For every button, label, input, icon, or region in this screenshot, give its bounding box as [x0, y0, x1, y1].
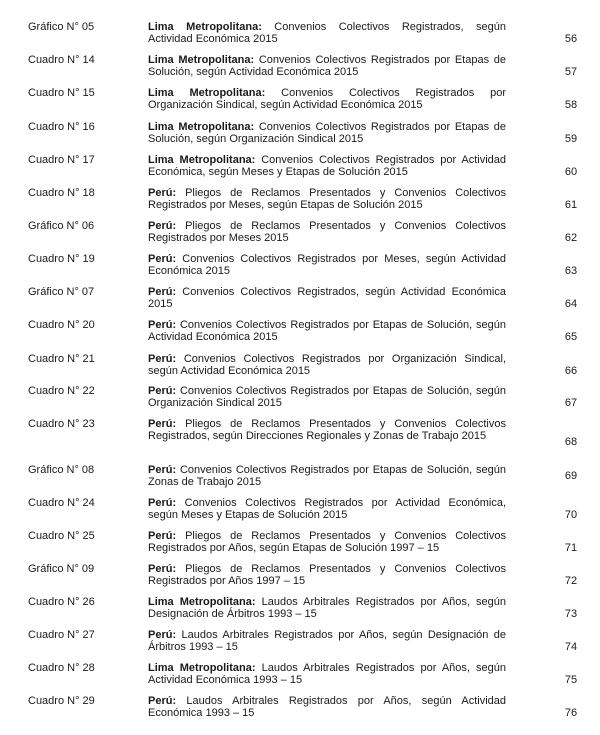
toc-entry-region: Lima Metropolitana:	[148, 154, 256, 166]
toc-entry-region: Perú:	[148, 629, 177, 641]
toc-entry-id: Cuadro N° 22	[28, 385, 95, 397]
toc-entry-description	[148, 385, 506, 409]
toc-entry	[0, 530, 600, 564]
toc-entry-description	[148, 464, 506, 488]
toc-entry-title: Convenios Colectivos Registrados por Organización Sindical, según Actividad Económica 2015	[148, 87, 506, 111]
toc-entry	[0, 497, 600, 531]
toc-entry-description	[148, 253, 506, 277]
toc-entry-title: Convenios Colectivos Registrados por Etapas de Solución, según Organización Sindical 2015	[148, 121, 507, 145]
toc-entry-title: Pliegos de Reclamos Presentados y Convenios Colectivos Registrados por Años, según Etapas de Solución 1997 – 15	[148, 530, 506, 554]
toc-entry-page-number: 71	[564, 542, 578, 554]
toc-entry-region: Lima Metropolitana:	[148, 121, 255, 133]
toc-entry-description	[148, 629, 506, 653]
toc-entry-title: Laudos Arbitrales Registrados por Años, según Actividad Económica 1993 – 15	[148, 662, 506, 686]
toc-entry-title: Convenios Colectivos Registrados por Etapas de Solución, según Organización Sindical 2015	[148, 385, 506, 409]
toc-entry-description	[148, 87, 506, 111]
toc-entry-region: Perú:	[148, 530, 177, 542]
toc-entry-region: Perú:	[148, 319, 177, 331]
toc-entry-page-number: 65	[564, 331, 578, 343]
toc-entry-title: Convenios Colectivos Registrados por Organización Sindical, según Actividad Económica 2015	[148, 353, 507, 377]
toc-entry-page-number: 73	[564, 608, 578, 620]
toc-entry	[0, 253, 600, 287]
toc-entry-region: Perú:	[148, 187, 177, 199]
toc-entry-title: Laudos Arbitrales Registrados por Años, según Designación de Árbitros 1993 – 15	[148, 596, 506, 620]
toc-entry-description	[148, 662, 506, 686]
toc-entry	[0, 54, 600, 88]
toc-entry	[0, 629, 600, 663]
toc-entry-page-number: 64	[564, 298, 578, 310]
toc-entry-title: Pliegos de Reclamos Presentados y Convenios Colectivos Registrados por Meses 2015	[148, 220, 506, 244]
toc-entry-id: Cuadro N° 18	[28, 187, 95, 199]
toc-entry-page-number: 63	[564, 265, 578, 277]
toc-entry-title: Convenios Colectivos Registrados por Etapas de Solución, según Actividad Económica 2015	[148, 54, 507, 78]
toc-entry-description	[148, 530, 506, 554]
toc-entry-id: Cuadro N° 19	[28, 253, 95, 265]
toc-entry-description	[148, 418, 506, 442]
toc-entry-id: Gráfico N° 07	[28, 286, 95, 298]
toc-entry	[0, 187, 600, 221]
toc-entry-page-number: 61	[564, 199, 578, 211]
toc-entry-id: Gráfico N° 09	[28, 563, 95, 575]
toc-entry-page-number: 74	[564, 641, 578, 653]
toc-entry-id: Cuadro N° 20	[28, 319, 95, 331]
toc-entry-region: Perú:	[148, 497, 177, 509]
toc-entry-title: Laudos Arbitrales Registrados por Años, según Actividad Económica 1993 – 15	[148, 695, 506, 719]
toc-entry-description	[148, 21, 506, 45]
toc-entry-page-number: 57	[564, 66, 578, 78]
toc-entry-title: Laudos Arbitrales Registrados por Años, según Designación de Árbitros 1993 – 15	[148, 629, 506, 653]
toc-entry-region: Lima Metropolitana:	[148, 662, 256, 674]
toc-entry-description	[148, 695, 506, 719]
toc-entry-id: Cuadro N° 25	[28, 530, 95, 542]
toc-entry-description	[148, 497, 506, 521]
toc-entry	[0, 353, 600, 387]
toc-entry-region: Perú:	[148, 418, 177, 430]
toc-entry-id: Gráfico N° 05	[28, 21, 95, 33]
toc-entry	[0, 220, 600, 254]
toc-entry-id: Cuadro N° 21	[28, 353, 95, 365]
toc-entry-description	[148, 286, 506, 310]
toc-entry-title: Convenios Colectivos Registrados por Etapas de Solución, según Actividad Económica 2015	[148, 319, 506, 343]
toc-entry-id: Cuadro N° 17	[28, 154, 95, 166]
toc-entry-title: Convenios Colectivos Registrados por Actividad Económica, según Meses y Etapas de Solución 2015	[148, 497, 506, 521]
toc-entry-title: Convenios Colectivos Registrados, según Actividad Económica 2015	[148, 21, 506, 45]
toc-entry	[0, 464, 600, 498]
toc-entry-description	[148, 596, 506, 620]
toc-entry-description	[148, 563, 506, 587]
toc-entry-id: Cuadro N° 24	[28, 497, 95, 509]
toc-entry-id: Cuadro N° 15	[28, 87, 95, 99]
toc-entry-title: Pliegos de Reclamos Presentados y Convenios Colectivos Registrados por Meses, según Etapas de Solución 2015	[148, 187, 506, 211]
toc-entry-description	[148, 353, 506, 377]
toc-entry-page-number: 68	[564, 436, 578, 448]
toc-entry	[0, 563, 600, 597]
toc-entry	[0, 154, 600, 188]
toc-entry-title: Convenios Colectivos Registrados por Meses, según Actividad Económica 2015	[148, 253, 506, 277]
toc-entry	[0, 21, 600, 55]
toc-entry-region: Lima Metropolitana:	[148, 21, 262, 33]
toc-entry-page-number: 56	[564, 33, 578, 45]
toc-entry-region: Perú:	[148, 563, 177, 575]
toc-entry-description	[148, 187, 506, 211]
toc-entry-title: Pliegos de Reclamos Presentados y Convenios Colectivos Registrados por Años 1997 – 15	[148, 563, 506, 587]
toc-entry	[0, 121, 600, 155]
toc-entry-page-number: 76	[564, 707, 578, 719]
toc-entry	[0, 87, 600, 121]
toc-entry-region: Perú:	[148, 286, 177, 298]
toc-entry	[0, 695, 600, 729]
toc-entry-page-number: 60	[564, 166, 578, 178]
toc-entry-region: Perú:	[148, 220, 177, 232]
toc-entry-title: Pliegos de Reclamos Presentados y Convenios Colectivos Registrados, según Direcciones Regionales y Zonas de Trabajo 2015	[148, 418, 506, 442]
toc-entry	[0, 286, 600, 320]
toc-entry-description	[148, 121, 506, 145]
toc-entry-title: Convenios Colectivos Registrados por Etapas de Solución, según Zonas de Trabajo 2015	[148, 464, 506, 488]
toc-entry-region: Perú:	[148, 464, 177, 476]
toc-entry	[0, 319, 600, 353]
toc-entry-id: Cuadro N° 27	[28, 629, 95, 641]
toc-entry	[0, 385, 600, 419]
toc-entry-page-number: 62	[564, 232, 578, 244]
toc-entry-id: Cuadro N° 23	[28, 418, 95, 430]
toc-entry	[0, 662, 600, 696]
toc-entry-title: Convenios Colectivos Registrados por Actividad Económica, según Meses y Etapas de Solución 2015	[148, 154, 507, 178]
toc-entry-page-number: 67	[564, 397, 578, 409]
toc-entry-page-number: 70	[564, 509, 578, 521]
toc-entry-id: Cuadro N° 28	[28, 662, 95, 674]
toc-entry-region: Perú:	[148, 385, 177, 397]
toc-entry-description	[148, 319, 506, 343]
toc-entry-description	[148, 220, 506, 244]
toc-entry-id: Cuadro N° 29	[28, 695, 95, 707]
toc-entry-region: Lima Metropolitana:	[148, 87, 266, 99]
toc-entry-id: Gráfico N° 06	[28, 220, 95, 232]
toc-entry-region: Lima Metropolitana:	[148, 54, 255, 66]
toc-entry-region: Perú:	[148, 253, 177, 265]
toc-entry-region: Perú:	[148, 695, 177, 707]
toc-entry-page-number: 72	[564, 575, 578, 587]
toc-entry-id: Gráfico N° 08	[28, 464, 95, 476]
toc-entry-id: Cuadro N° 14	[28, 54, 95, 66]
toc-entry-page-number: 66	[564, 365, 578, 377]
toc-entry-description	[148, 54, 506, 78]
toc-entry-description	[148, 154, 506, 178]
toc-entry	[0, 596, 600, 630]
toc-entry-id: Cuadro N° 26	[28, 596, 95, 608]
toc-entry-page-number: 75	[564, 674, 578, 686]
toc-entry-id: Cuadro N° 16	[28, 121, 95, 133]
toc-entry-region: Perú:	[148, 353, 177, 365]
toc-entry-page-number: 58	[564, 99, 578, 111]
toc-entry-page-number: 59	[564, 133, 578, 145]
toc-entry-region: Lima Metropolitana:	[148, 596, 256, 608]
toc-entry-title: Convenios Colectivos Registrados, según Actividad Económica 2015	[148, 286, 506, 310]
toc-entry-page-number: 69	[564, 470, 578, 482]
toc-entry	[0, 418, 600, 452]
